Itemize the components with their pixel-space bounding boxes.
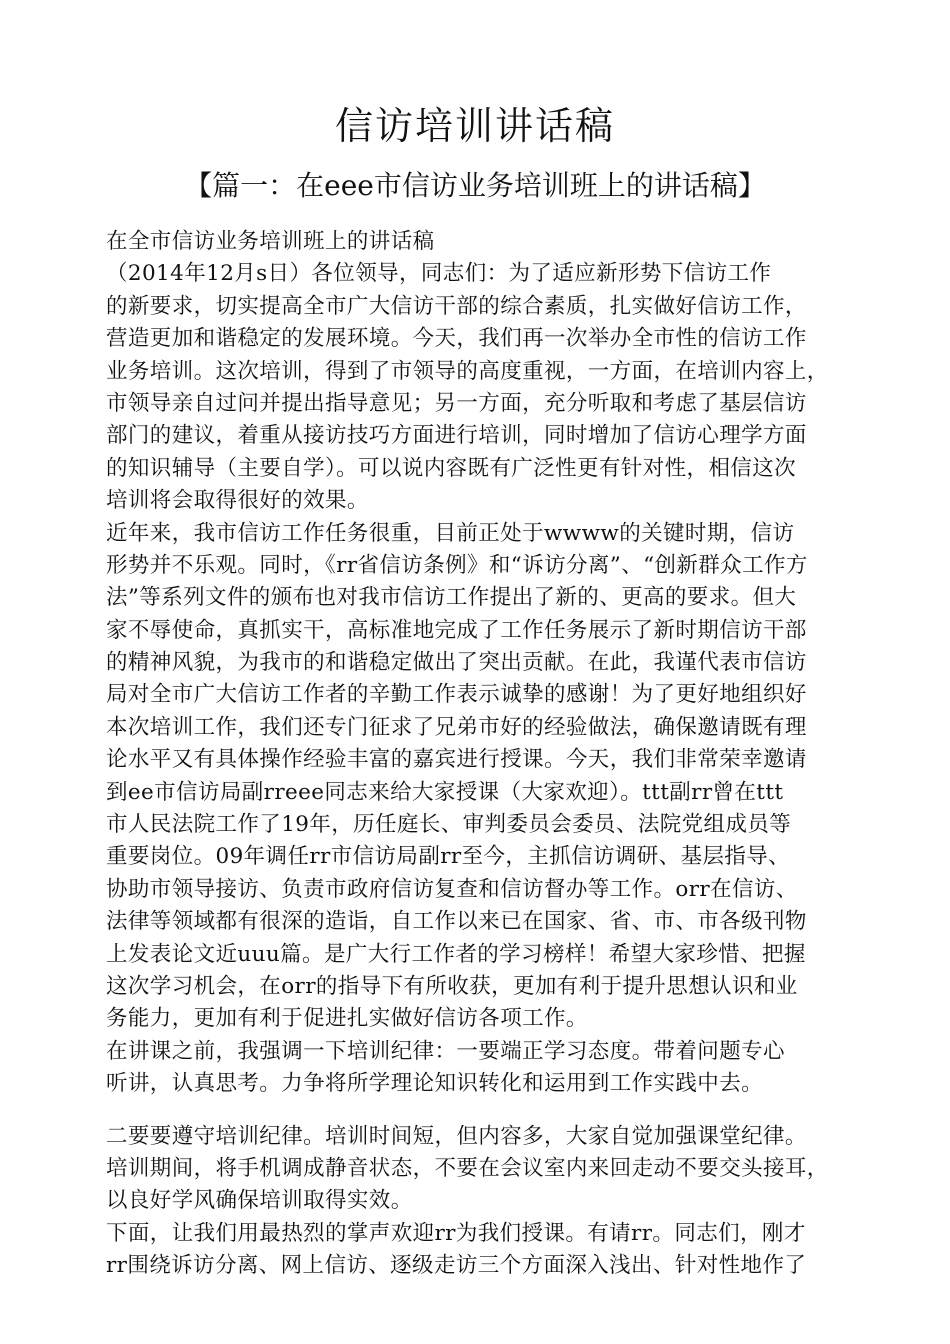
body-line: 到ee市信访局副rreee同志来给大家授课（大家欢迎）。ttt副rr曾在ttt [106, 779, 784, 805]
body-line: 二要要遵守培训纪律。培训时间短，但内容多，大家自觉加强课堂纪律。 [106, 1123, 807, 1149]
body-line: 的新要求，切实提高全市广大信访干部的综合素质，扎实做好信访工作， [106, 293, 807, 319]
body-line: 听讲，认真思考。力争将所学理论知识转化和运用到工作实践中去。 [106, 1071, 764, 1097]
body-line: rr围绕诉访分离、网上信访、逐级走访三个方面深入浅出、针对性地作了 [106, 1253, 807, 1279]
body-line: 法律等领域都有很深的造诣，自工作以来已在国家、省、市、市各级刊物 [106, 909, 807, 935]
body-line: 本次培训工作，我们还专门征求了兄弟市好的经验做法，确保邀请既有理 [106, 714, 807, 740]
body-line: 市人民法院工作了19年，历任庭长、审判委员会委员、法院党组成员等 [106, 812, 792, 838]
body-line: 市领导亲自过问并提出指导意见；另一方面，充分听取和考虑了基层信访 [106, 390, 807, 416]
body-line: 上发表论文近uuu篇。是广大行工作者的学习榜样！希望大家珍惜、把握 [106, 941, 806, 967]
body-line: 的精神风貌，为我市的和谐稳定做出了突出贡献。在此，我谨代表市信访 [106, 650, 807, 676]
body-line: 家不辱使命，真抓实干，高标准地完成了工作任务展示了新时期信访干部 [106, 617, 807, 643]
body-line: 形势并不乐观。同时，《rr省信访条例》和“诉访分离”、“创新群众工作方 [106, 552, 808, 578]
body-line: 在全市信访业务培训班上的讲话稿 [106, 229, 435, 254]
body-line: （2014年12月s日）各位领导，同志们：为了适应新形势下信访工作 [106, 261, 772, 287]
document-title: 信访培训讲话稿 [334, 104, 615, 148]
body-line: 的知识辅导（主要自学）。可以说内容既有广泛性更有针对性，相信这次 [106, 455, 797, 481]
body-line: 务能力，更加有利于促进扎实做好信访各项工作。 [106, 1006, 588, 1032]
body-line: 下面，让我们用最热烈的掌声欢迎rr为我们授课。有请rr。同志们，刚才 [106, 1220, 806, 1246]
body-line: 以良好学风确保培训取得实效。 [106, 1188, 413, 1214]
document-subtitle: 【篇一：在eee市信访业务培训班上的讲话稿】 [184, 169, 766, 202]
body-line: 部门的建议，着重从接访技巧方面进行培训，同时增加了信访心理学方面 [106, 423, 807, 449]
body-line: 近年来，我市信访工作任务很重，目前正处于wwww的关键时期，信访 [106, 520, 795, 546]
body-line: 培训将会取得很好的效果。 [106, 488, 369, 514]
body-line: 业务培训。这次培训，得到了市领导的高度重视，一方面，在培训内容上， [106, 358, 829, 384]
paragraph-gap [106, 1101, 870, 1121]
body-line: 这次学习机会，在orr的指导下有所收获，更加有利于提升思想认识和业 [106, 973, 798, 999]
body-line: 营造更加和谐稳定的发展环境。今天，我们再一次举办全市性的信访工作 [106, 326, 807, 352]
body-line: 培训期间，将手机调成静音状态，不要在会议室内来回走动不要交头接耳， [106, 1155, 829, 1181]
body-line: 重要岗位。09年调任rr市信访局副rr至今，主抓信访调研、基层指导、 [106, 844, 791, 870]
body-line: 协助市领导接访、负责市政府信访复查和信访督办等工作。orr在信访、 [106, 876, 798, 902]
body-line: 法”等系列文件的颁布也对我市信访工作提出了新的、更高的要求。但大 [106, 585, 797, 611]
document-body [106, 226, 870, 1283]
body-line: 局对全市广大信访工作者的辛勤工作表示诚挚的感谢！为了更好地组织好 [106, 682, 807, 708]
body-line: 论水平又有具体操作经验丰富的嘉宾进行授课。今天，我们非常荣幸邀请 [106, 747, 807, 773]
body-line: 在讲课之前，我强调一下培训纪律：一要端正学习态度。带着问题专心 [106, 1038, 785, 1064]
